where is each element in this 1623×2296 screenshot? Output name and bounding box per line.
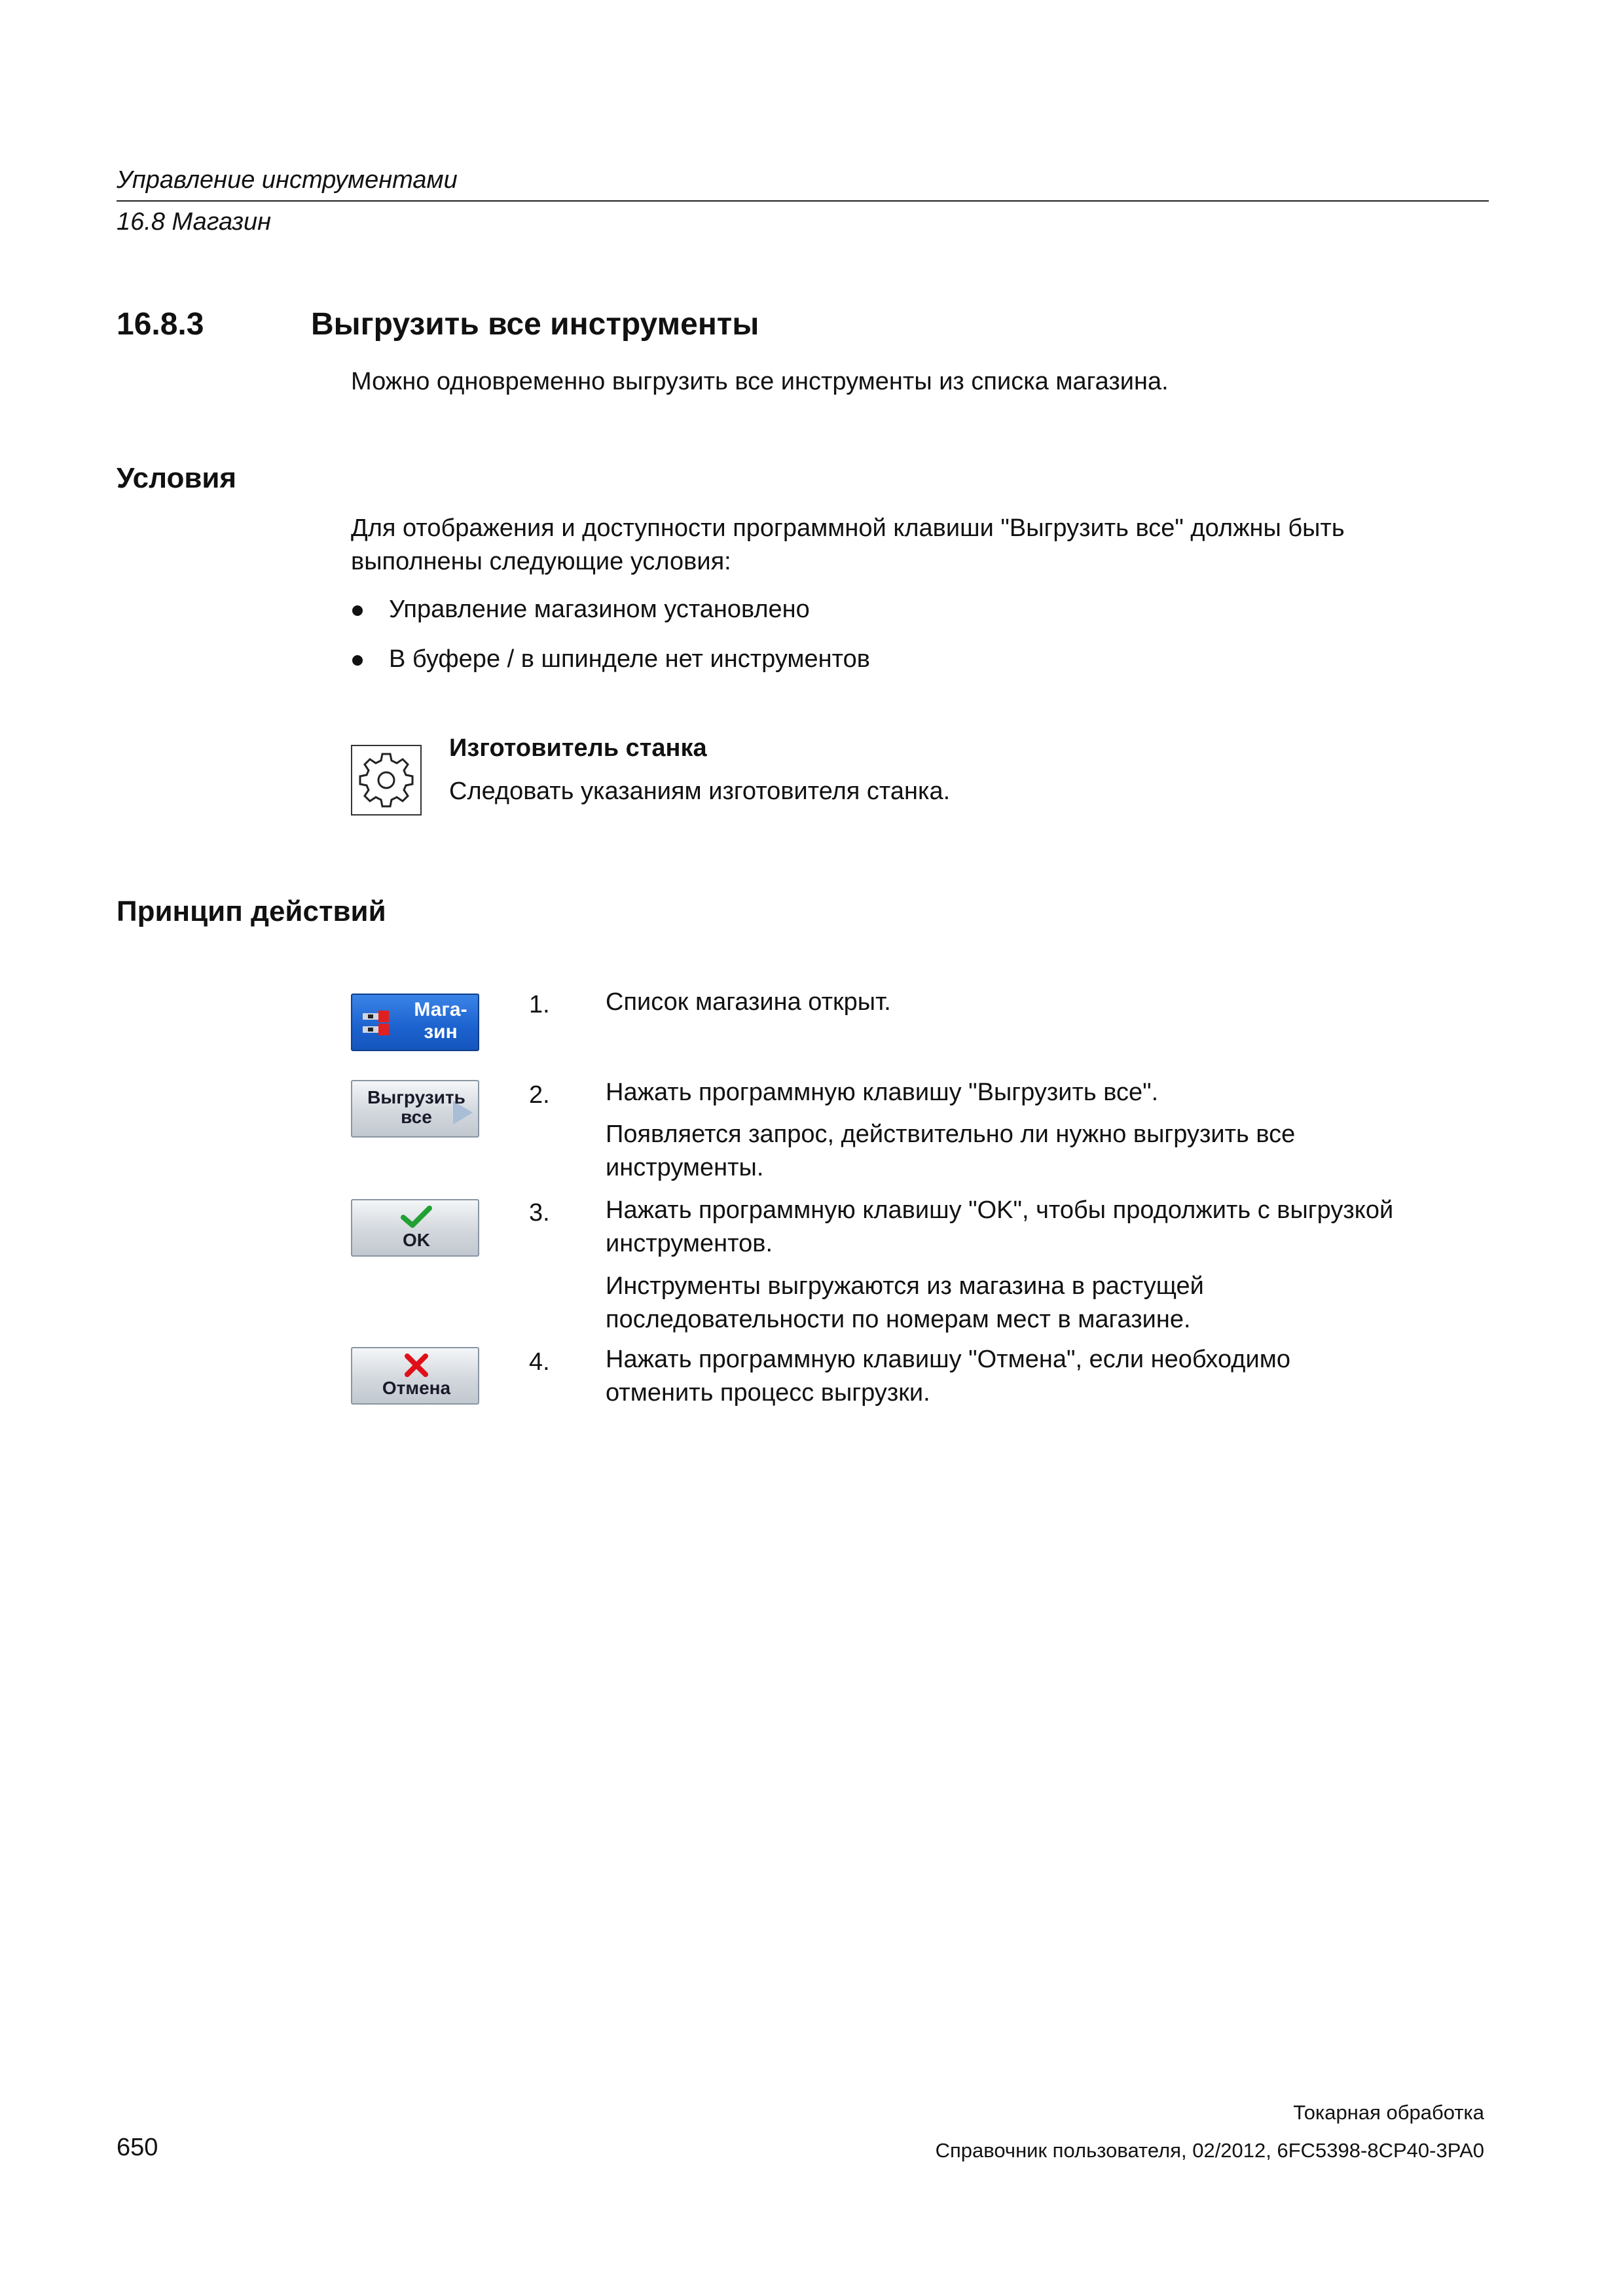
step-result-text: Инструменты выгружаются из магазина в растущей (606, 1272, 1204, 1300)
footer-manual: Справочник пользователя, 02/2012, 6FC5398-8CP40-3PA0 (935, 2139, 1484, 2162)
magazine-icon (361, 1008, 392, 1039)
step-number: 2. (529, 1081, 550, 1109)
step-result-text: Появляется запрос, действительно ли нужно выгрузить все (606, 1121, 1296, 1148)
note-title: Изготовитель станка (449, 734, 707, 762)
checkmark-icon (399, 1204, 433, 1230)
step-number: 4. (529, 1348, 550, 1376)
principle-heading: Принцип действий (117, 895, 386, 927)
step-text: отменить процесс выгрузки. (606, 1379, 930, 1407)
conditions-text-line-2: выполнены следующие условия: (351, 548, 731, 575)
condition-bullet-1: Управление магазином установлено (389, 596, 810, 623)
section-title: Выгрузить все инструменты (311, 307, 759, 342)
magazine-softkey-line1: Мага- (414, 999, 467, 1020)
footer-product: Токарная обработка (1293, 2101, 1484, 2124)
cancel-softkey-label: Отмена (382, 1378, 451, 1398)
step-text: Нажать программную клавишу "OK", чтобы продолжить с выгрузкой (606, 1196, 1394, 1224)
step-text: Список магазина открыт. (606, 988, 891, 1016)
step-text: инструментов. (606, 1230, 773, 1257)
unload-all-softkey-line2: все (401, 1107, 432, 1127)
step-number: 3. (529, 1199, 550, 1227)
unload-all-softkey-line1: Выгрузить (367, 1087, 465, 1107)
cancel-softkey[interactable] (351, 1347, 479, 1405)
intro-text: Можно одновременно выгрузить все инструменты из списка магазина. (351, 368, 1169, 395)
note-text: Следовать указаниям изготовителя станка. (449, 778, 951, 805)
conditions-text-line-1: Для отображения и доступности программной клавиши "Выгрузить все" должны быть (351, 514, 1345, 542)
gear-icon (351, 745, 422, 816)
conditions-heading: Условия (117, 462, 237, 494)
header-rule (117, 200, 1489, 202)
bullet-marker (352, 605, 363, 616)
step-result-text: инструменты. (606, 1154, 764, 1181)
ok-softkey[interactable] (351, 1199, 479, 1257)
running-header-chapter: Управление инструментами (117, 166, 458, 194)
unload-all-softkey[interactable] (351, 1080, 479, 1138)
running-header-section: 16.8 Магазин (117, 208, 272, 236)
step-number: 1. (529, 991, 550, 1018)
magazine-softkey-line2: зин (424, 1021, 458, 1043)
bullet-marker (352, 655, 363, 666)
step-text: Нажать программную клавишу "Отмена", если необходимо (606, 1346, 1290, 1373)
magazine-softkey[interactable] (351, 994, 479, 1051)
step-result-text: последовательности по номерам мест в магазине. (606, 1306, 1191, 1333)
page-number: 650 (117, 2134, 158, 2161)
cross-icon (402, 1352, 431, 1378)
step-text: Нажать программную клавишу "Выгрузить все". (606, 1079, 1159, 1106)
ok-softkey-label: OK (403, 1230, 430, 1250)
condition-bullet-2: В буфере / в шпинделе нет инструментов (389, 645, 870, 673)
section-number: 16.8.3 (117, 307, 204, 342)
